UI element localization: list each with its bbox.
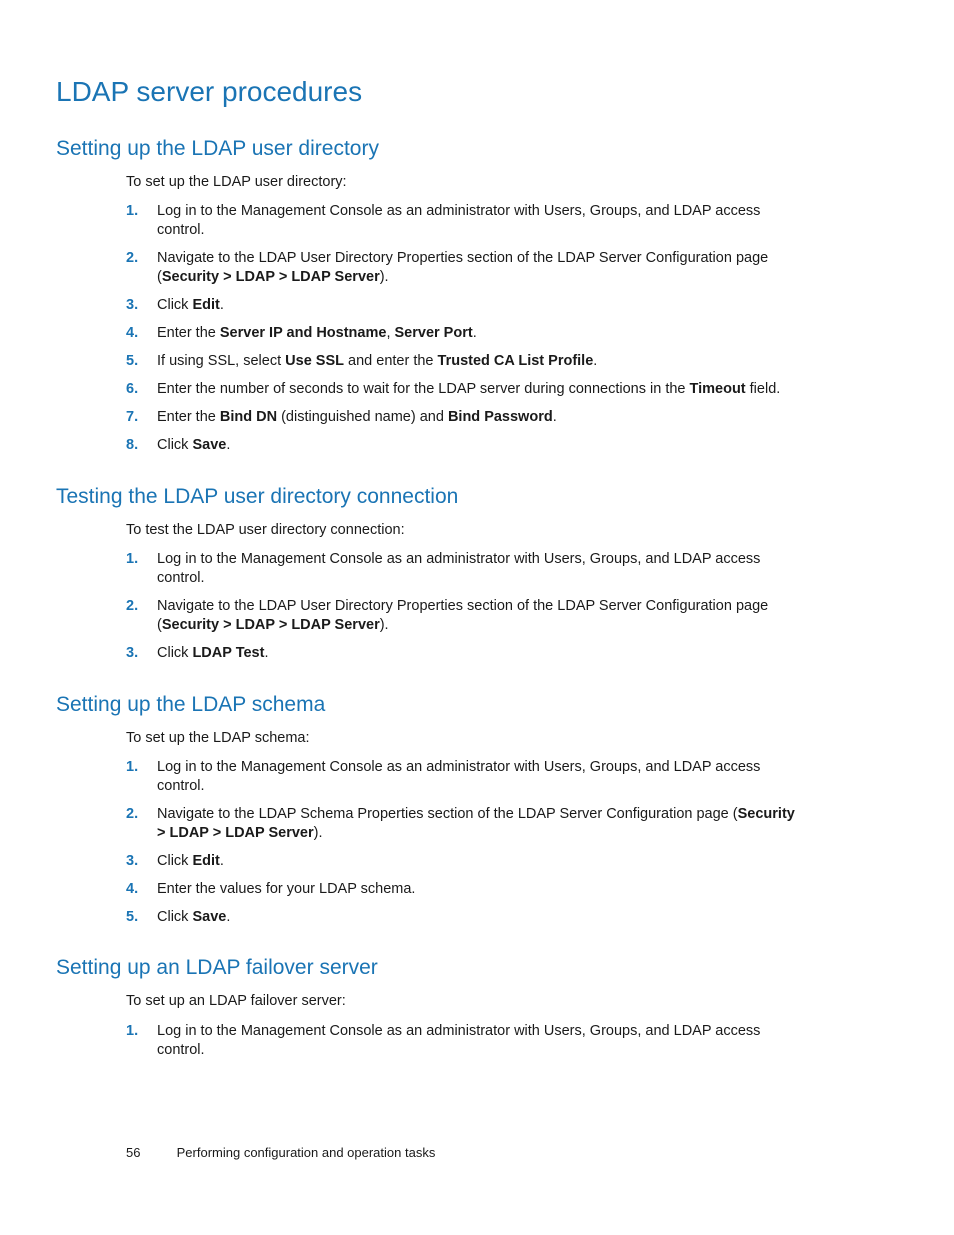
step-number: 1. — [126, 203, 139, 219]
step-number: 2. — [126, 250, 139, 266]
step-text — [157, 249, 806, 287]
list-item — [126, 296, 806, 315]
step-number: 1. — [126, 1023, 139, 1039]
ui-term: Trusted CA List Profile — [437, 353, 594, 369]
section-title-ldap-schema: Setting up the LDAP schema — [56, 693, 326, 716]
list-item — [126, 758, 806, 796]
list-item — [126, 908, 806, 927]
step-text-run: . — [219, 297, 224, 313]
list-item — [126, 597, 806, 635]
step-text-run: . — [219, 853, 224, 869]
step-text-run: Enter the number of seconds to wait for the LDAP server during connections in the — [157, 381, 690, 397]
ui-term: Timeout — [689, 381, 746, 397]
page-title: LDAP server procedures — [56, 76, 363, 107]
step-text-run: Click — [157, 853, 193, 869]
step-text-run: . — [593, 353, 598, 369]
step-list — [126, 758, 806, 936]
ui-term: Bind Password — [447, 409, 553, 425]
step-text-run: . — [472, 325, 477, 341]
list-item — [126, 324, 806, 343]
step-text — [157, 644, 806, 663]
list-item — [126, 380, 806, 399]
ui-term: LDAP Test — [192, 645, 265, 661]
step-number: 3. — [126, 853, 139, 869]
step-text-run: Log in to the Management Console as an administrator with Users, Groups, and LDAP access control. — [157, 551, 761, 586]
ui-term: Save — [192, 437, 227, 453]
section-title-failover-server: Setting up an LDAP failover server — [56, 956, 378, 979]
ui-term: Server IP and Hostname — [219, 325, 387, 341]
step-text-run: Enter the values for your LDAP schema. — [157, 881, 416, 897]
step-text — [157, 597, 806, 635]
footer-text: Performing configuration and operation tasks — [176, 1145, 436, 1160]
step-text-run: . — [552, 409, 557, 425]
list-item — [126, 550, 806, 588]
step-text-run: (distinguished name) and — [277, 409, 448, 425]
section-intro: To test the LDAP user directory connection: — [126, 522, 405, 538]
list-item — [126, 249, 806, 287]
step-text — [157, 908, 806, 927]
section-intro: To set up the LDAP user directory: — [126, 174, 347, 190]
ui-term: Edit — [192, 297, 220, 313]
step-number: 5. — [126, 353, 139, 369]
page-number: 56 — [126, 1145, 141, 1160]
step-text-run: Navigate to the LDAP Schema Properties section of the LDAP Server Configuration page ( — [157, 806, 738, 822]
step-list — [126, 202, 806, 464]
step-text-run: , — [386, 325, 395, 341]
step-text — [157, 880, 806, 899]
step-text-run: . — [226, 909, 231, 925]
step-number: 2. — [126, 806, 139, 822]
step-text — [157, 408, 806, 427]
step-text-run: Click — [157, 645, 193, 661]
step-text-run: ). — [379, 617, 389, 633]
list-item — [126, 644, 806, 663]
step-text-run: Click — [157, 909, 193, 925]
step-text-run: Log in to the Management Console as an administrator with Users, Groups, and LDAP access control. — [157, 1023, 761, 1058]
list-item — [126, 436, 806, 455]
step-number: 1. — [126, 551, 139, 567]
step-number: 5. — [126, 909, 139, 925]
step-number: 4. — [126, 881, 139, 897]
step-text-run: . — [264, 645, 269, 661]
list-item — [126, 805, 806, 843]
section-intro: To set up an LDAP failover server: — [126, 993, 346, 1009]
step-text-run: Log in to the Management Console as an administrator with Users, Groups, and LDAP access control. — [157, 203, 761, 238]
step-number: 4. — [126, 325, 139, 341]
section-title-ldap-user-directory: Setting up the LDAP user directory — [56, 137, 379, 160]
step-text — [157, 1022, 806, 1060]
list-item — [126, 852, 806, 871]
step-text-run: Click — [157, 437, 193, 453]
step-number: 7. — [126, 409, 139, 425]
step-text-run: Navigate to the LDAP User Directory Properties section of the LDAP Server Configuration page ( — [157, 250, 769, 285]
step-number: 1. — [126, 759, 139, 775]
step-text-run: . — [226, 437, 231, 453]
step-text — [157, 758, 806, 796]
step-text-run: Navigate to the LDAP User Directory Properties section of the LDAP Server Configuration page ( — [157, 598, 769, 633]
step-number: 8. — [126, 437, 139, 453]
step-text-run: Click — [157, 297, 193, 313]
list-item — [126, 1022, 806, 1060]
step-text-run: Enter the — [157, 409, 220, 425]
section-intro: To set up the LDAP schema: — [126, 730, 310, 746]
step-text — [157, 202, 806, 240]
ui-term: Use SSL — [285, 353, 344, 369]
step-text — [157, 805, 806, 843]
step-list — [126, 1022, 806, 1069]
step-text-run: and enter the — [344, 353, 438, 369]
ui-term: Save — [192, 909, 227, 925]
step-text-run: field. — [745, 381, 781, 397]
ui-term: Bind DN — [219, 409, 278, 425]
list-item — [126, 408, 806, 427]
step-text — [157, 324, 806, 343]
step-number: 2. — [126, 598, 139, 614]
list-item — [126, 202, 806, 240]
page-footer — [126, 1145, 435, 1160]
step-number: 3. — [126, 297, 139, 313]
ui-term: Server Port — [394, 325, 473, 341]
step-text-run: Enter the — [157, 325, 220, 341]
step-text-run: ). — [313, 825, 323, 841]
ui-term: Security > LDAP > LDAP Server — [161, 617, 380, 633]
step-text-run: Log in to the Management Console as an administrator with Users, Groups, and LDAP access control. — [157, 759, 761, 794]
step-text — [157, 436, 806, 455]
ui-term: Security > LDAP > LDAP Server — [157, 806, 795, 841]
step-text — [157, 852, 806, 871]
step-number: 3. — [126, 645, 139, 661]
list-item — [126, 352, 806, 371]
step-text-run: ). — [379, 269, 389, 285]
ui-term: Edit — [192, 853, 220, 869]
step-list — [126, 550, 806, 672]
step-text — [157, 296, 806, 315]
ui-term: Security > LDAP > LDAP Server — [161, 269, 380, 285]
step-text-run: If using SSL, select — [157, 353, 286, 369]
step-text — [157, 550, 806, 588]
step-text — [157, 380, 806, 399]
step-text — [157, 352, 806, 371]
section-title-test-connection: Testing the LDAP user directory connection — [56, 485, 459, 508]
step-number: 6. — [126, 381, 139, 397]
list-item — [126, 880, 806, 899]
